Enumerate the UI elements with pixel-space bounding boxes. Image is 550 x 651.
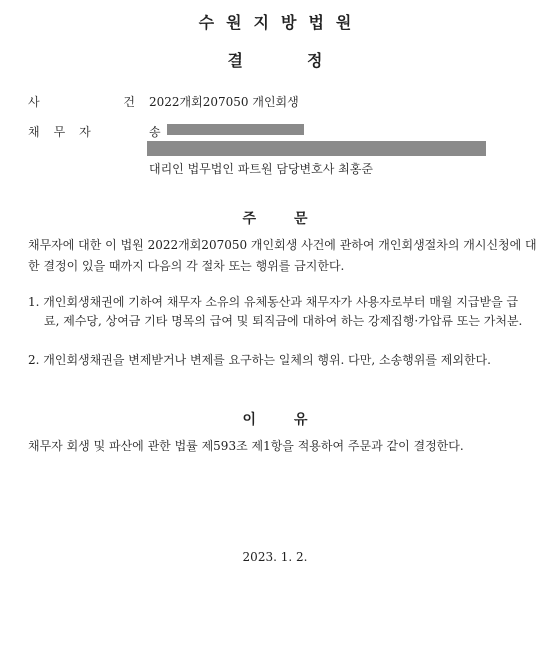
debtor-label: 채무자 xyxy=(28,125,105,139)
order-item-2: 2. 개인회생채권을 변제받거나 변제를 요구하는 일체의 행위. 다만, 소송행위를 제외한다. xyxy=(28,353,491,367)
redacted-debtor-name xyxy=(167,124,304,135)
court-name: 수원지방법원 xyxy=(198,13,364,32)
reason-heading: 이유 xyxy=(242,412,346,428)
decision-date: 2023. 1. 2. xyxy=(242,550,308,564)
document-title: 결정 xyxy=(227,51,387,70)
redacted-debtor-address xyxy=(147,141,486,156)
order-item-1: 1. 개인회생채권에 기하여 채무자 소유의 유체동산과 채무자가 사용자로부터 매월 지급받을 급료, 제수당, 상여금 기타 명목의 급여 및 퇴직금에 대하여 하는 강제집행·가압류 또는 가처분. xyxy=(28,295,523,328)
attorney-line: 대리인 법무법인 파트원 담당변호사 최홍준 xyxy=(149,162,373,176)
reason-text: 채무자 회생 및 파산에 관한 법률 제593조 제1항을 적용하여 주문과 같이 결정한다. xyxy=(28,439,464,453)
case-number: 2022개회207050 개인회생 xyxy=(149,95,299,109)
order-heading: 주문 xyxy=(242,211,346,227)
case-label: 사 건 xyxy=(28,95,175,109)
order-intro: 채무자에 대한 이 법원 2022개회207050 개인회생 사건에 관하여 개인회생절차의 개시신청에 대한 결정이 있을 때까지 다음의 각 절차 또는 행위를 금지한다. xyxy=(28,238,537,273)
debtor-name-prefix: 송 xyxy=(149,125,161,139)
